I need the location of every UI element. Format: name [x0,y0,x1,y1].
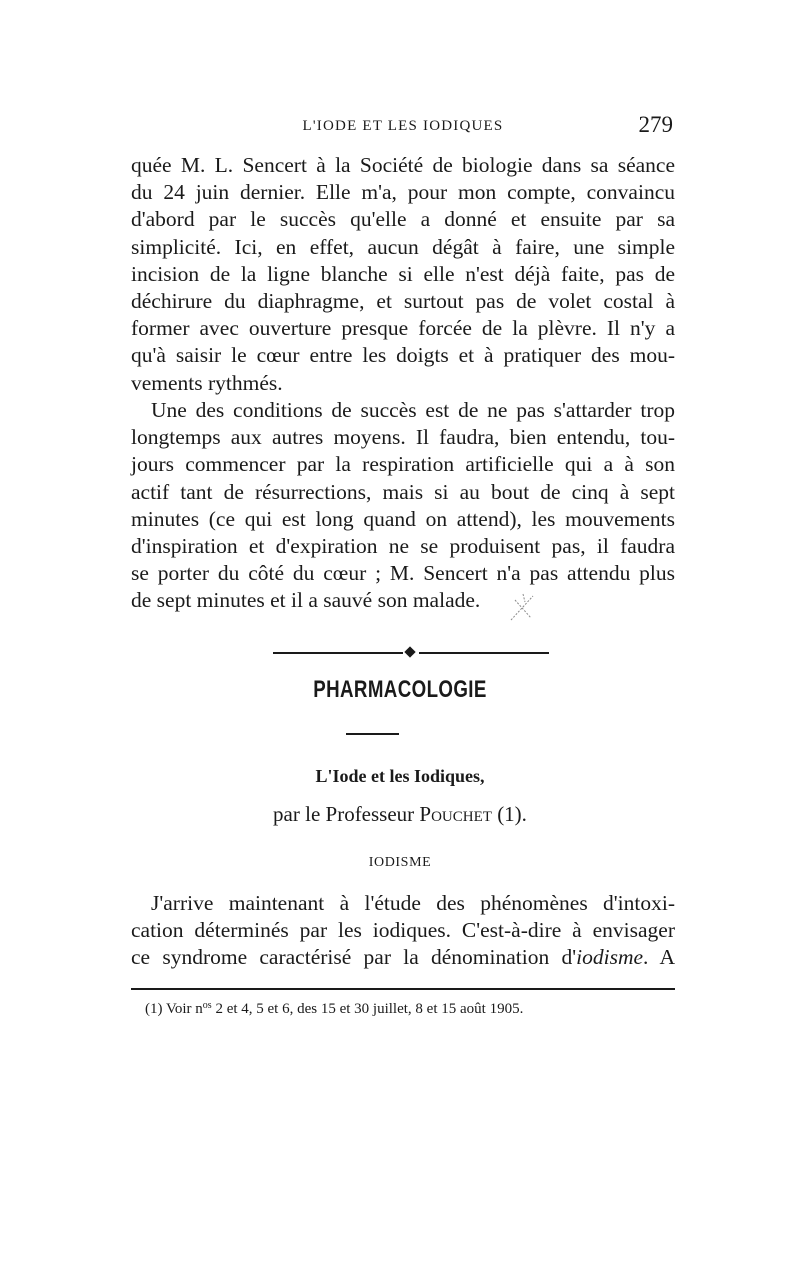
text-line: longtemps aux autres moyens. Il faudra, bien entendu, tou- [131,425,675,450]
paragraph [131,890,675,972]
text-segment: . A [643,945,676,970]
section-title: PHARMACOLOGIE [313,676,487,703]
text-line: cation déterminés par les iodiques. C'est-à-dire à envisager [131,918,675,943]
running-head [131,110,675,144]
text-line: jours commencer par la respiration artificielle qui a à son [131,452,675,477]
footnote-superscript: os [202,1000,212,1011]
footnote [145,1000,675,1018]
text-line: vements rythmés. [131,370,283,395]
text-line: actif tant de résurrections, mais si au bout de cinq à sept [131,479,675,504]
section-divider [273,648,549,658]
diamond-icon [404,646,415,657]
footnote-text: 2 et 4, 5 et 6, des 15 et 30 juillet, 8 et 15 août 1905. [211,1001,524,1017]
title-underline [346,733,399,735]
subsection-heading: IODISME [368,855,432,870]
byline-author: Pouchet [419,802,492,826]
emphasis: iodisme [576,945,644,970]
text-line: de sept minutes et il a sauvé son malade. [131,588,481,613]
divider-rule-right [419,652,549,654]
page-number: 279 [638,112,673,137]
text-line: du 24 juin dernier. Elle m'a, pour mon compte, convaincu [131,180,675,205]
text-line: minutes (ce qui est long quand on attend), les mouvements [131,506,675,531]
divider-rule-left [273,652,403,654]
text-line: J'arrive maintenant à l'étude des phénomènes d'intoxi- [151,891,675,915]
byline-note: (1). [491,802,527,826]
text-line: d'abord par le succès qu'elle a donné et ensuite par sa [131,207,675,232]
article-title: L'Iode et les Iodiques, [315,766,485,786]
text-line: simplicité. Ici, en effet, aucun dégât à faire, une simple [131,234,675,259]
footnote-text: Voir n [162,1001,203,1017]
text-line: se porter du côté du cœur ; M. Sencert n'a pas attendu plus [131,561,675,586]
byline-prefix: par le Professeur [273,802,420,826]
text-line: former avec ouverture presque forcée de la plèvre. Il n'y a [131,316,675,341]
text-segment: ce syndrome caractérisé par la dénomination d' [131,945,577,970]
text-line: qu'à saisir le cœur entre les doigts et à pratiquer des mou- [131,343,675,368]
text-line: quée M. L. Sencert à la Société de biologie dans sa séance [131,153,675,177]
pencil-mark [505,590,541,626]
paragraph [131,397,675,615]
text-line: d'inspiration et d'expiration ne se produisent pas, il faudra [131,533,675,558]
text-line: déchirure du diaphragme, et surtout pas de volet costal à [131,288,675,313]
text-line: Une des conditions de succès est de ne pas s'attarder trop [151,398,675,422]
footnote-rule [131,988,675,990]
text-line [131,944,675,971]
footnote-marker: (1) [145,1001,163,1017]
paragraph-continued [131,152,675,397]
text-line: incision de la ligne blanche si elle n'est déjà faite, pas de [131,261,675,286]
running-title: L'IODE ET LES IODIQUES [302,118,504,134]
byline [0,802,800,827]
